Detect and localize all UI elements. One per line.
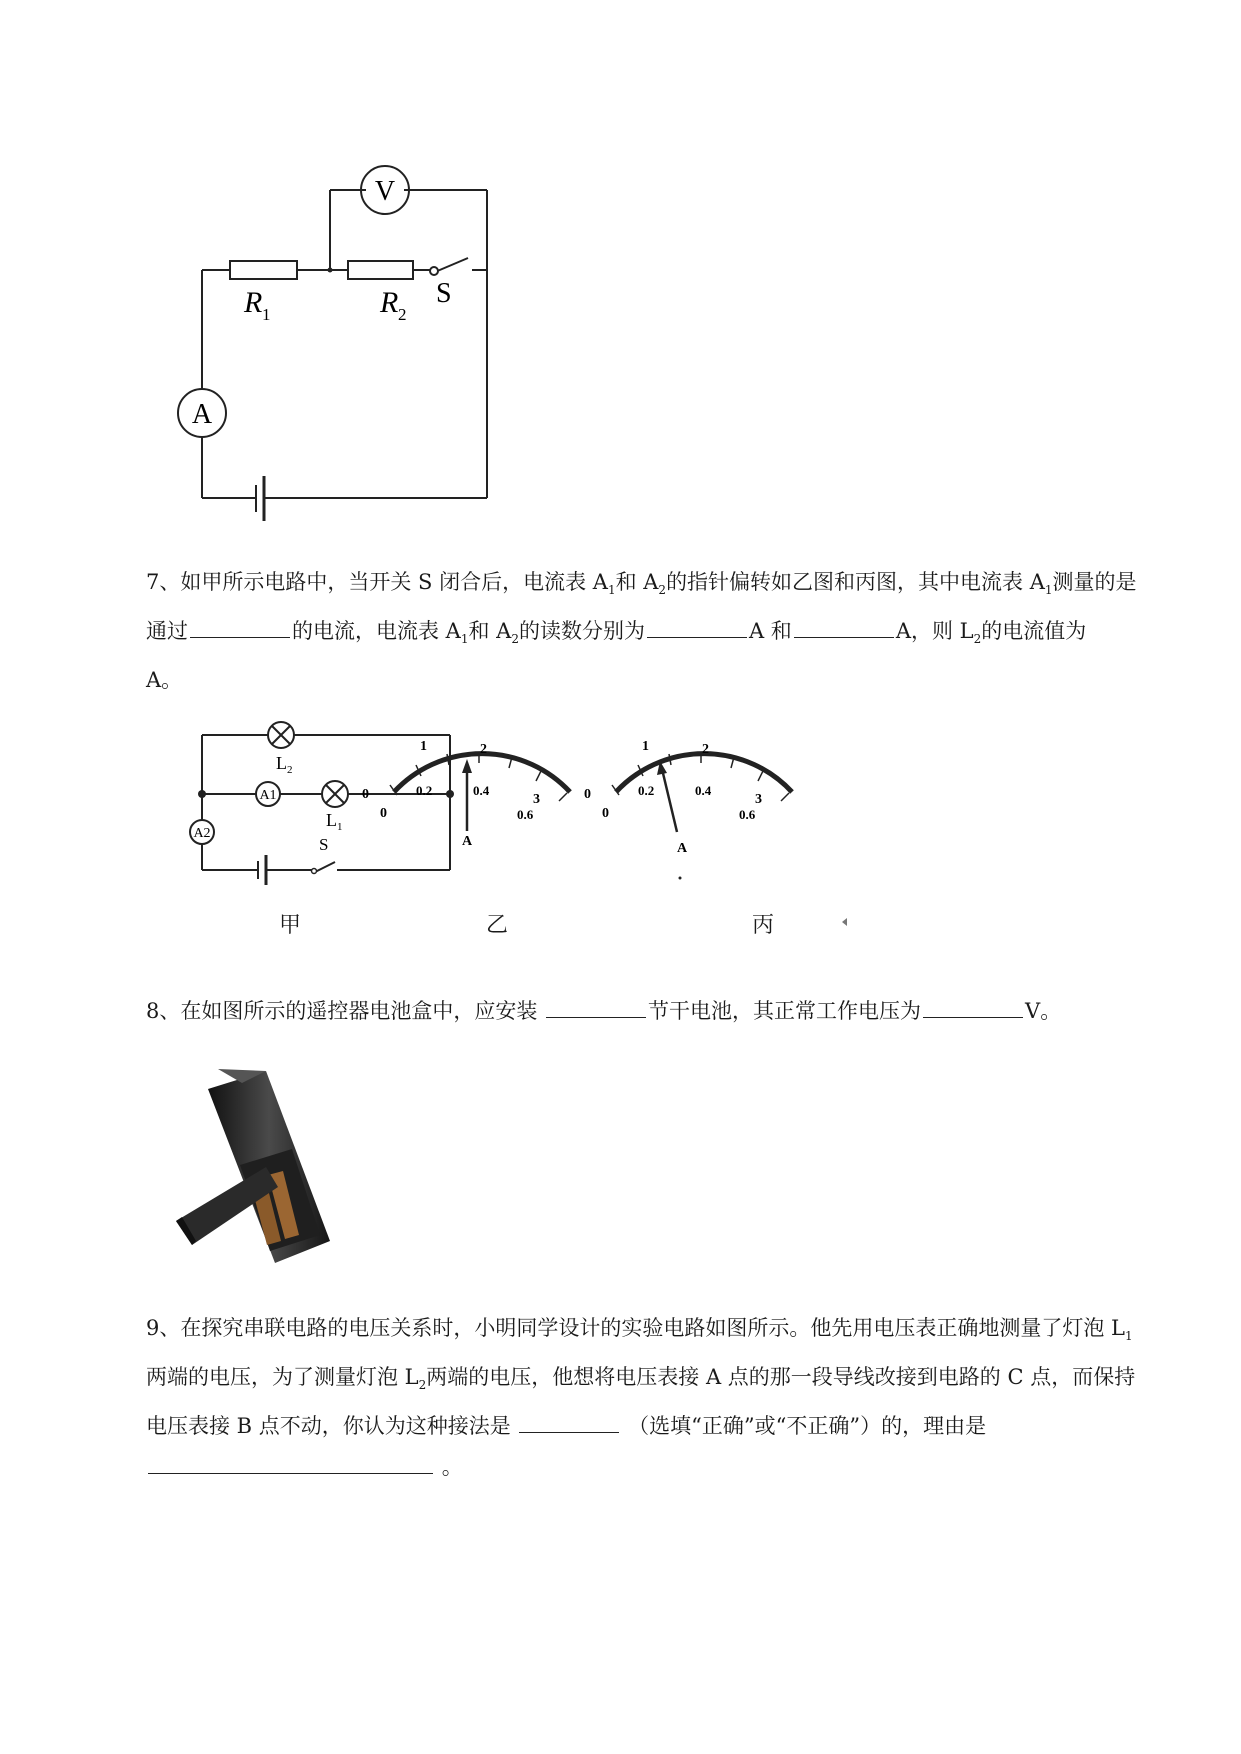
- answer-blank-6[interactable]: [519, 1408, 619, 1433]
- caption-jia: 甲: [279, 913, 302, 938]
- svg-text:0.4: 0.4: [695, 783, 712, 798]
- r1-label: R: [244, 286, 263, 319]
- remote-control-battery-box-image: [170, 1065, 350, 1275]
- r2-subscript: 2: [398, 305, 407, 324]
- svg-text:2: 2: [287, 764, 293, 776]
- a2-label: A2: [193, 826, 211, 841]
- svg-text:0.6: 0.6: [517, 807, 534, 822]
- voltmeter-label: V: [374, 176, 396, 207]
- svg-text:1: 1: [642, 739, 649, 754]
- parallel-circuit-figure: [180, 715, 880, 905]
- svg-text:0: 0: [584, 787, 591, 802]
- svg-text:0: 0: [602, 806, 609, 821]
- caption-bing: 丙: [752, 913, 775, 938]
- series-circuit-diagram: [170, 160, 500, 530]
- answer-blank-1[interactable]: [190, 613, 290, 638]
- switch-label: S: [436, 278, 452, 309]
- answer-blank-5[interactable]: [923, 993, 1023, 1018]
- svg-text:0.2: 0.2: [638, 783, 655, 798]
- svg-text:A: A: [677, 841, 688, 856]
- caption-yi: 乙: [486, 913, 509, 938]
- l1-label: L: [326, 810, 337, 830]
- svg-text:3: 3: [533, 792, 540, 807]
- svg-text:A: A: [462, 834, 473, 849]
- ammeter-face-bing: [612, 752, 792, 880]
- r2-label: R: [380, 286, 399, 319]
- answer-blank-2[interactable]: [647, 613, 747, 638]
- question-8: 8、在如图所示的遥控器电池盒中，应安装 节干电池，其正常工作电压为 V。: [146, 991, 1146, 1032]
- svg-text:0: 0: [362, 787, 369, 802]
- svg-text:2: 2: [702, 742, 709, 757]
- svg-text:0: 0: [380, 806, 387, 821]
- svg-text:0.2: 0.2: [416, 783, 433, 798]
- svg-text:1: 1: [420, 739, 427, 754]
- answer-blank-7[interactable]: [148, 1449, 433, 1474]
- svg-text:0.6: 0.6: [739, 807, 756, 822]
- question-7: 7、如甲所示电路中，当开关 S 闭合后，电流表 $A_1$和 $A_2$的指针偏转如乙图和丙图，其中电流表 $A_1$测量的是通过 的电流，电流表 $A_1$和 $A_2$的读数分别为 A 和 A，则 $L_2$的电流值为 A。: [146, 570, 1137, 693]
- small-triangle-mark: [842, 918, 847, 926]
- answer-blank-3[interactable]: [794, 613, 894, 638]
- l2-label: L: [276, 753, 287, 773]
- svg-text:1: 1: [337, 821, 343, 833]
- switch-s-label: S: [319, 835, 329, 854]
- a1-label: A1: [259, 788, 277, 803]
- answer-blank-4[interactable]: [546, 993, 646, 1018]
- question-9: 9、在探究串联电路的电压关系时，小明同学设计的实验电路如图所示。他先用电压表正确地测量了灯泡 $L_1$两端的电压，为了测量灯泡 $L_2$两端的电压，他想将电压表接 A 点的那一段导线改接到电路的 C 点，而保持电压表接 B 点不动，你认为这种接法是 （选填“正确”或“不正确”）的，理由是 。: [146, 1316, 1136, 1480]
- ammeter-label: A: [191, 399, 213, 430]
- svg-text:3: 3: [755, 792, 762, 807]
- r1-subscript: 1: [262, 305, 271, 324]
- svg-text:0.4: 0.4: [473, 783, 490, 798]
- svg-text:2: 2: [480, 742, 487, 757]
